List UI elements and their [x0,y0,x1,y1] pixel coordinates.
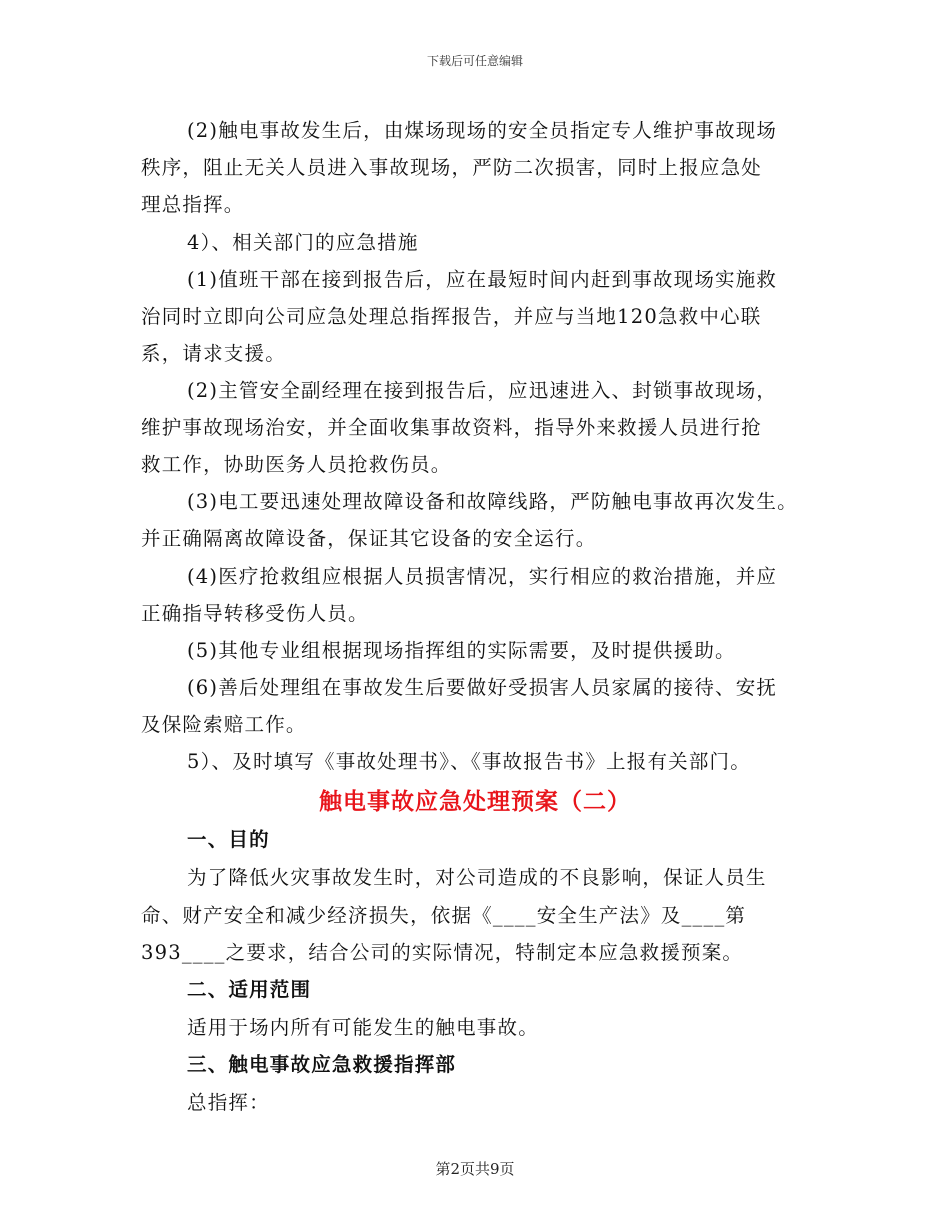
paragraph-line: (2)主管安全副经理在接到报告后，应迅速进入、封锁事故现场， [187,379,778,402]
paragraph-line: 适用于场内所有可能发生的触电事故。 [187,1016,539,1039]
page-header: 下载后可任意编辑 [426,54,523,68]
paragraph-line: (4)医疗抢救组应根据人员损害情况，实行相应的救治措施，并应 [187,565,778,588]
paragraph-line: 正确指导转移受伤人员。 [141,602,369,625]
paragraph-line: 393____之要求，结合公司的实际情况，特制定本应急救援预案。 [141,941,744,964]
section-title: 触电事故应急处理预案（二） [319,789,631,815]
paragraph-line: 秩序，阻止无关人员进入事故现场，严防二次损害，同时上报应急处 [141,156,763,179]
paragraph-line: (5)其他专业组根据现场指挥组的实际需要，及时提供援助。 [187,639,736,662]
heading-purpose: 一、目的 [187,828,270,851]
paragraph-line: 治同时立即向公司应急处理总指挥报告，并应与当地120急救中心联 [141,305,762,328]
paragraph-line: 5）、及时填写《事故处理书》、《事故报告书》上报有关部门。 [187,750,751,773]
paragraph-line: 命、财产安全和减少经济损失，依据《____安全生产法》及____第 [141,904,747,927]
paragraph-line: 及保险索赔工作。 [141,713,307,736]
paragraph-line: 救工作，协助医务人员抢救伤员。 [141,453,452,476]
paragraph-line: (1)值班干部在接到报告后，应在最短时间内赶到事故现场实施救 [187,268,778,291]
paragraph-line: (2)触电事故发生后，由煤场现场的安全员指定专人维护事故现场 [187,119,778,142]
paragraph-line: 系，请求支援。 [141,342,286,365]
paragraph-line: (3)电工要迅速处理故障设备和故障线路，严防触电事故再次发生。 [187,490,798,513]
paragraph-line: 为了降低火灾事故发生时，对公司造成的不良影响，保证人员生 [187,866,767,889]
heading-command: 三、触电事故应急救援指挥部 [187,1053,457,1076]
paragraph-line: 理总指挥。 [141,193,245,216]
paragraph-line: 并正确隔离故障设备，保证其它设备的安全运行。 [141,527,597,550]
heading-scope: 二、适用范围 [187,978,312,1001]
paragraph-line: 4）、相关部门的应急措施 [187,231,419,254]
paragraph-line: 维护事故现场治安，并全面收集事故资料，指导外来救援人员进行抢 [141,416,763,439]
paragraph-line: 总指挥： [187,1091,270,1114]
page-footer: 第2页共9页 [435,1160,515,1178]
paragraph-line: (6)善后处理组在事故发生后要做好受损害人员家属的接待、安抚 [187,676,778,699]
